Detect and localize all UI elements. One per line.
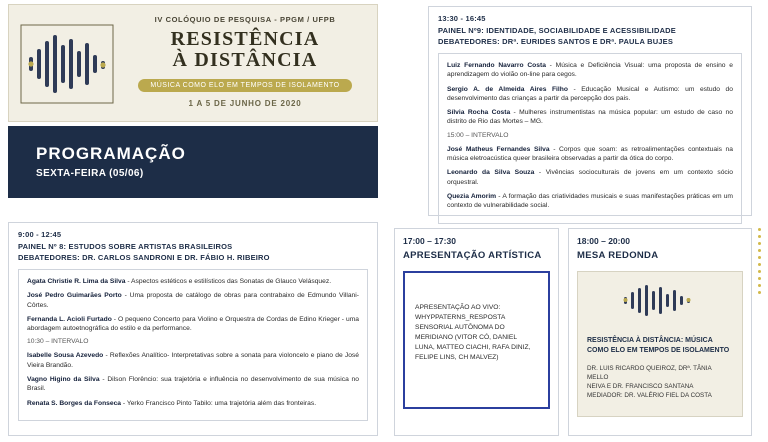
entry-author: Agata Christie R. Lima da Silva [27, 278, 126, 285]
artistic-presentation-card [394, 228, 559, 436]
list-item [27, 291, 359, 310]
hero-title-line2: À DISTÂNCIA [172, 49, 318, 71]
artistic-time: 17:00 – 17:30 [403, 236, 456, 246]
mesa-names-line3: MEDIADOR: DR. VALÉRIO FIEL DA COSTA [587, 392, 712, 399]
list-item [27, 351, 359, 370]
entry-text: - Dilson Florêncio: sua trajetória e influência no desenvolvimento de sua música no Brasil. [27, 376, 359, 393]
mesa-title: MESA REDONDA [577, 250, 659, 261]
entry-text: - Música e Deficiência Visual: uma proposta de ensino e aprendizagem do violão on-line para cegos. [447, 62, 733, 79]
entry-author: Isabelle Sousa Azevedo [27, 352, 104, 360]
panel-8-debaters: DEBATEDORES: DR. CARLOS SANDRONI E DR. FÁBIO H. RIBEIRO [18, 253, 270, 262]
mesa-names [587, 364, 733, 400]
event-hero-banner [8, 4, 378, 122]
panel-9-card [428, 6, 752, 216]
mesa-inner-title: RESISTÊNCIA À DISTÂNCIA: MÚSICA COMO ELO EM TEMPOS DE ISOLAMENTO [587, 337, 730, 354]
entry-author: José Pedro Guimarães Porto [27, 292, 122, 300]
entry-text: - Vivências socioculturais de jovens em um contexto sócio orquestral. [447, 169, 733, 186]
hero-text-block [119, 11, 371, 108]
list-item [447, 61, 733, 80]
program-band [8, 126, 378, 198]
mesa-names-line2: NEIVA E DR. FRANCISCO SANTANA [587, 383, 694, 390]
entry-text: - Yerko Francisco Pinto Tabilo: uma trajetória além das fronteiras. [121, 399, 317, 407]
mesa-inner-box [577, 271, 743, 417]
list-item [27, 375, 359, 394]
panel-9-entries [438, 53, 742, 224]
dot-grid-icon [758, 228, 766, 288]
panel-8-card [8, 222, 378, 436]
entry-author: Quezia Amorim [447, 192, 497, 200]
entry-author: Sílvia Rocha Costa [447, 109, 511, 117]
audio-waveform-icon [19, 15, 115, 113]
entry-author: Luiz Fernando Navarro Costa [447, 62, 546, 69]
list-item [447, 168, 733, 187]
list-item [27, 315, 359, 334]
list-item [447, 192, 733, 211]
list-item [27, 277, 359, 286]
entry-text: - Corpos que soam: as retroalimentações contextuais na música eletroacústica queer brasileira observadas a partir da ótica do corpo. [447, 145, 733, 163]
hero-subtitle-pill: MÚSICA COMO ELO EM TEMPOS DE ISOLAMENTO [138, 79, 351, 92]
list-item [447, 145, 733, 164]
audio-waveform-icon [618, 282, 702, 318]
entry-author: Fernanda L. Acioli Furtado [27, 315, 112, 323]
panel-9-debaters: DEBATEDORES: DRª. EURIDES SANTOS E DRª. PAULA BUJES [438, 37, 674, 46]
panel-8-entries [18, 269, 368, 421]
panel-8-heading: PAINEL Nº 8: ESTUDOS SOBRE ARTISTAS BRASILEIROS [18, 242, 233, 251]
panel-9-time: 13:30 - 16:45 [438, 14, 486, 23]
artistic-body: APRESENTAÇÃO AO VIVO: WHYPPATERNS_RESPOSTA SENSORIAL AUTÔNOMA DO MERIDIANO (VITOR CÓ, DANIEL LUNA, MATTEO CIACHI, RAFA DINIZ, FELIPE LINS, CH MALVEZ) [415, 304, 531, 361]
entry-text: - Uma proposta de catálogo de obras para contrabaixo de Edmundo Villani-Côrtes. [27, 292, 359, 309]
mesa-names-line1: DR. LUIS RICARDO QUEIROZ, DRª. TÂNIA MELLO [587, 365, 712, 381]
panel-9-heading: PAINEL Nº9: IDENTIDADE, SOCIABILIDADE E ACESSIBILIDADE [438, 26, 677, 35]
entry-author: Leonardo da Silva Souza [447, 169, 535, 177]
mesa-time: 18:00 – 20:00 [577, 236, 630, 246]
entry-text: - A formação das criatividades musicais e suas manifestações práticas em um contexto de vulnerabilidade social. [447, 192, 733, 210]
hero-title-line1: RESISTÊNCIA [170, 28, 320, 50]
right-column [386, 0, 768, 442]
entry-text: - O pequeno Concerto para Violino e Orquestra de Cordas de Edino Krieger - uma abordagem autoetnográfica do estilo e da performance. [27, 315, 359, 333]
hero-dates: 1 A 5 DE JUNHO DE 2020 [188, 99, 302, 108]
entry-author: Renata S. Borges da Fonseca [27, 399, 122, 407]
list-item [447, 85, 733, 104]
panel-9-interval: 15:00 – INTERVALO [447, 131, 509, 139]
artistic-title: APRESENTAÇÃO ARTÍSTICA [403, 250, 542, 261]
list-item [447, 108, 733, 127]
entry-author: José Matheus Fernandes Silva [447, 145, 550, 153]
event-line: IV COLÓQUIO DE PESQUISA - PPGM / UFPB [154, 15, 336, 24]
artistic-inner-box [403, 271, 550, 409]
round-table-card [568, 228, 752, 436]
panel-8-interval: 10:30 – INTERVALO [27, 338, 89, 346]
entry-text: - Reflexões Analítico- Interpretativas sobre a sonata para violoncelo e piano de José Vieira Brandão. [27, 352, 359, 369]
page-title: PROGRAMAÇÃO [36, 144, 186, 163]
entry-author: Sergio A. de Almeida Aires Filho [447, 85, 568, 93]
page-subtitle: SEXTA-FEIRA (05/06) [36, 168, 144, 179]
entry-author: Vagno Higino da Silva [27, 376, 100, 384]
list-item [27, 399, 359, 408]
entry-text: - Aspectos estéticos e estilísticos das Sonatas de Glauco Velásquez. [125, 278, 332, 285]
entry-text: - Mulheres instrumentistas na música popular: um estudo de caso no distrito de Rio das Mortes – MG. [447, 109, 733, 126]
entry-text: - Educação Musical e Autismo: um estudo do desenvolvimento das crianças a partir da percepção dos pais. [447, 85, 733, 102]
panel-8-time: 9:00 - 12:45 [18, 230, 62, 239]
